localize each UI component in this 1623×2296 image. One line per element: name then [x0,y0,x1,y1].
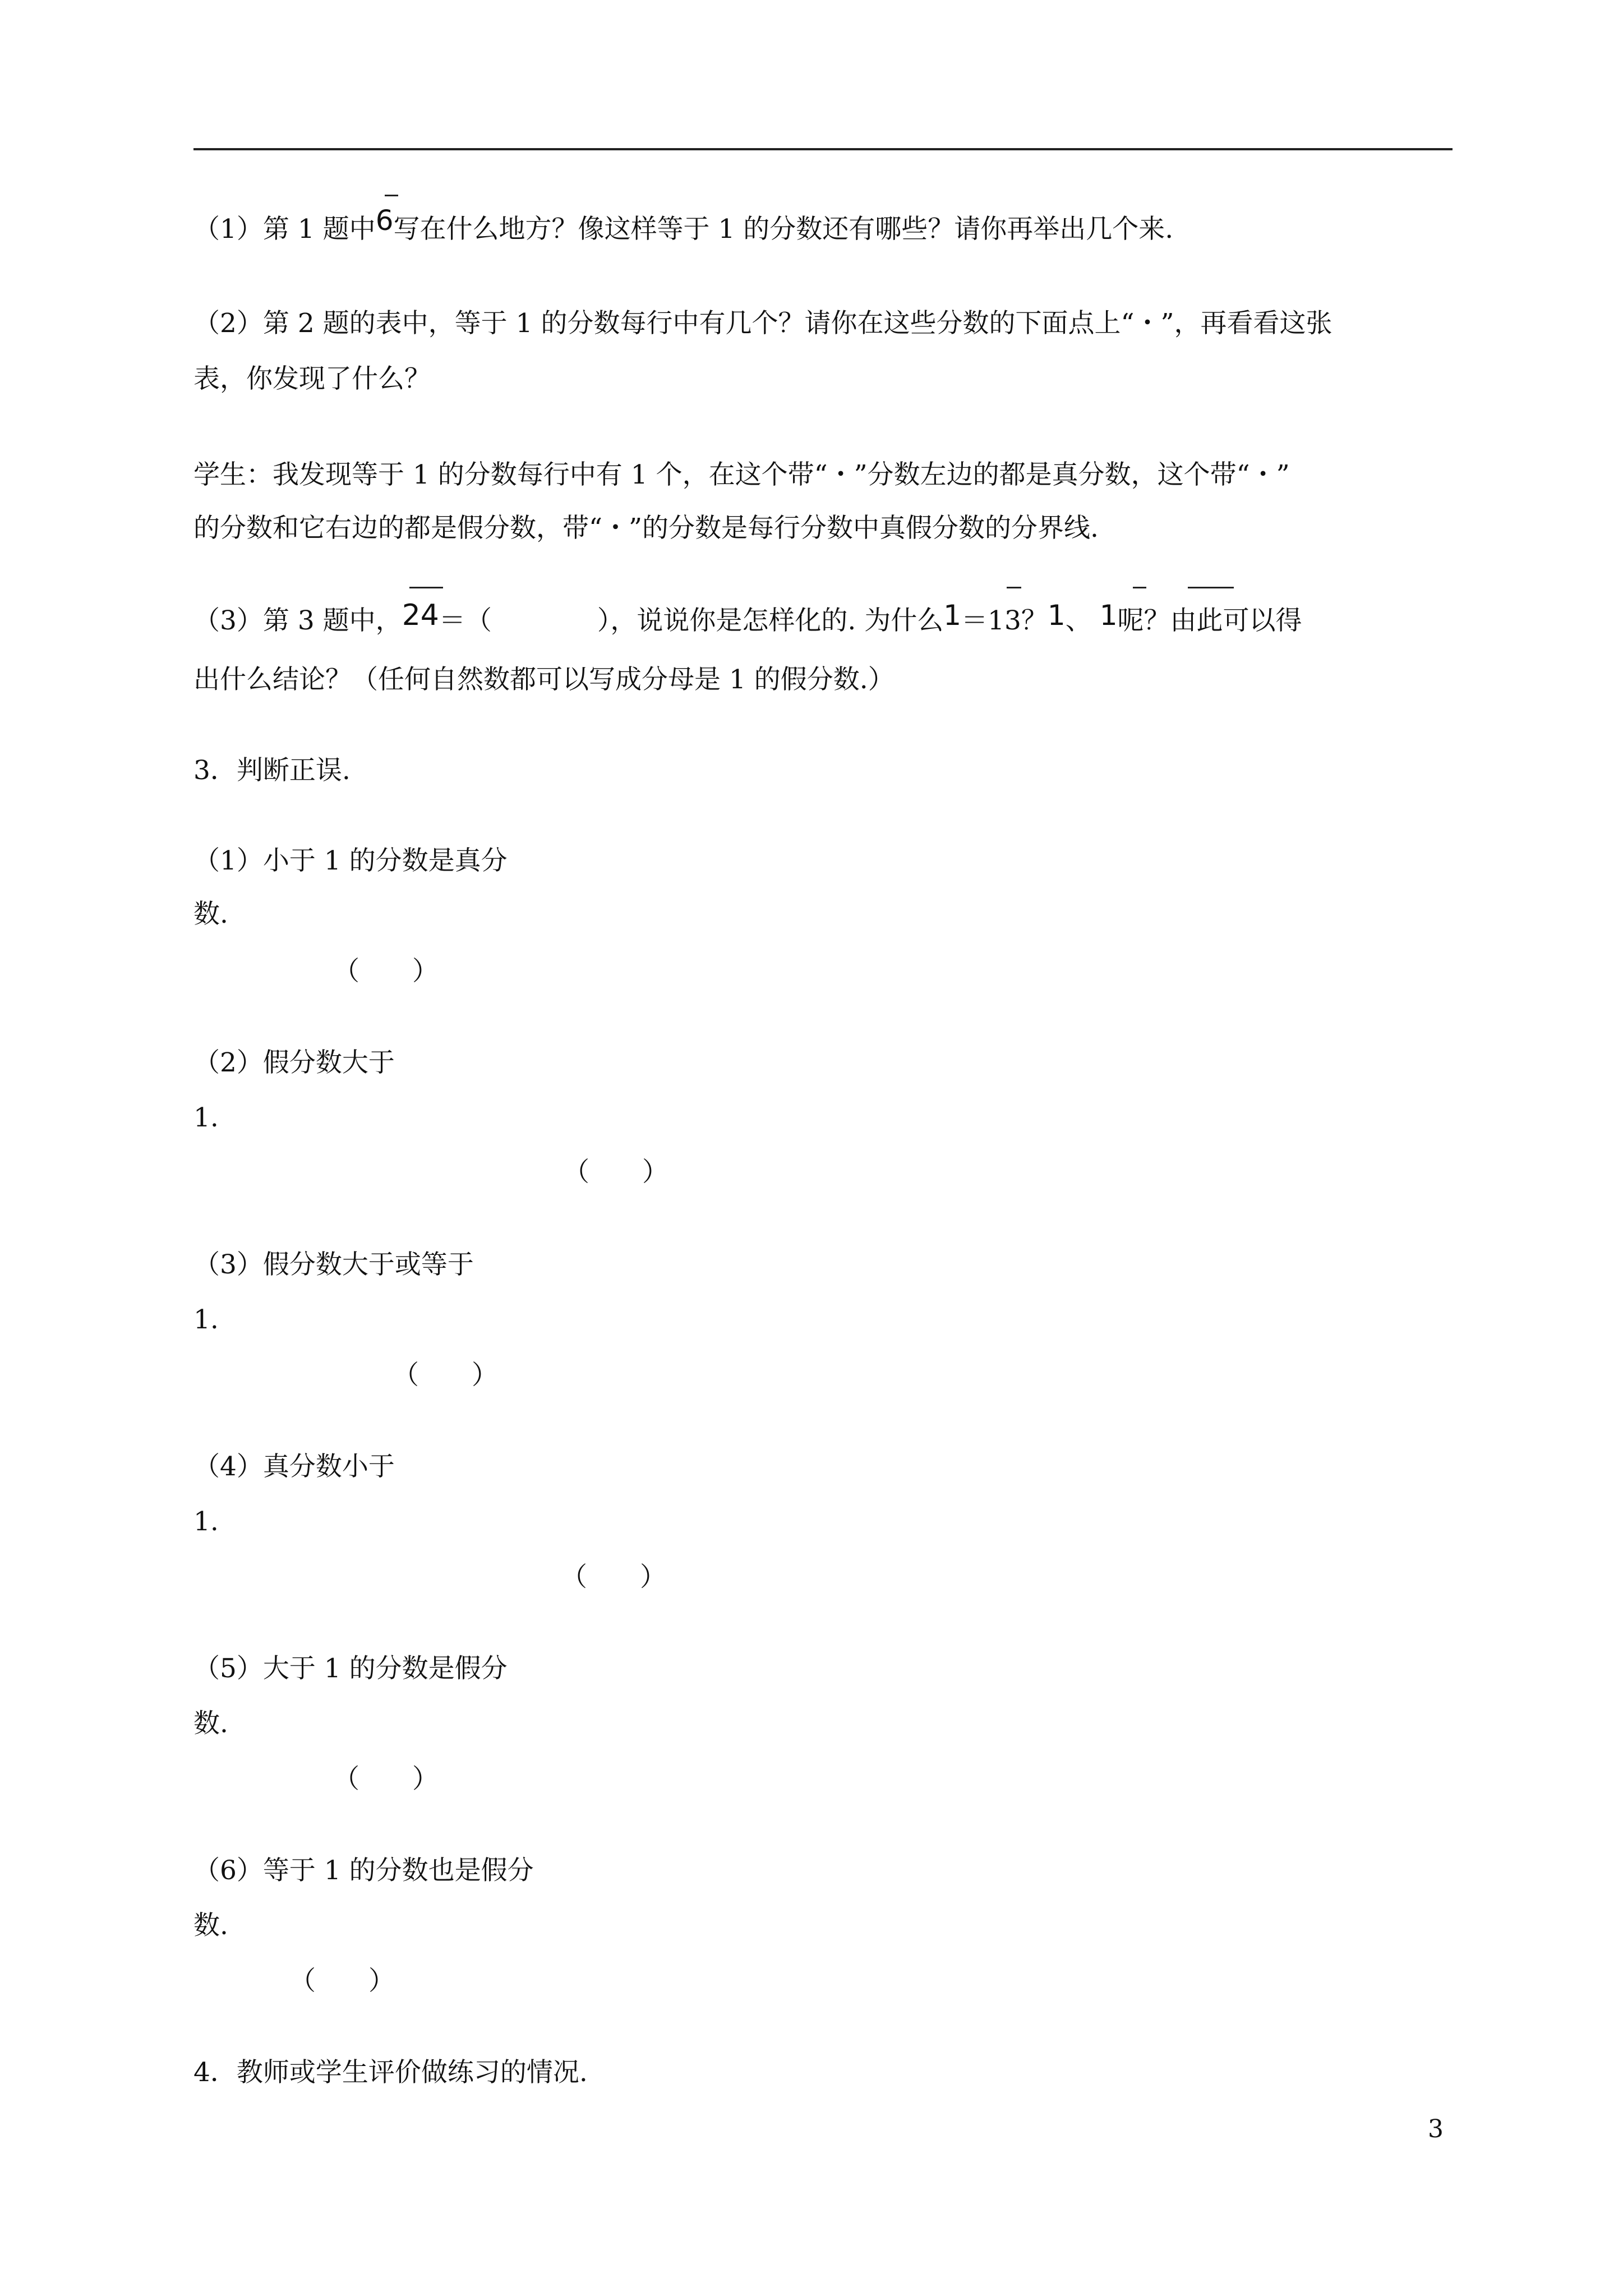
judge-item-5-cont: 数. [193,1708,228,1739]
judge-item-5-answer-blank[interactable]: （ ） [333,1764,439,1795]
fraction-digit-1a: 1 [943,599,962,632]
judge-item-6-answer-blank[interactable]: （ ） [289,1966,395,1996]
judge-item-2-text: （2）假分数大于 [193,1047,395,1078]
judge-item-6-cont: 数. [193,1910,228,1941]
judge-item-1-cont: 数. [193,899,228,930]
fraction-digit-6: 6 [375,204,394,237]
judge-item-2-cont: 1. [193,1102,219,1133]
fraction-digit-1b: 1 [1047,599,1066,632]
fraction-bar-24 [409,587,443,588]
question-2-line-1: （2）第 2 题的表中，等于 1 的分数每行中有几个？请你在这些分数的下面点上“・”，再看看这张 [193,308,1332,339]
judge-item-4-answer-blank[interactable]: （ ） [561,1562,666,1593]
judge-item-1-answer-blank[interactable]: （ ） [333,956,439,987]
question-1-line [193,204,1174,246]
question-1-prefix: （1）第 1 题中 [193,214,376,245]
fraction-bar-6 [385,195,398,196]
section-3-title: 3．判断正误. [193,755,351,786]
fraction-bar-1a [1007,587,1021,588]
page-number: 3 [1428,2115,1444,2143]
question-3-eq13: ＝13？ [961,605,1048,636]
question-3-line-2: 出什么结论？（任何自然数都可以写成分母是 1 的假分数.） [193,664,895,695]
judge-item-4-text: （4）真分数小于 [193,1451,395,1482]
fraction-digit-1c: 1 [1099,599,1118,632]
fraction-bar-1c [1188,587,1234,588]
judge-item-3-cont: 1. [193,1304,219,1335]
judge-item-4-cont: 1. [193,1506,219,1537]
question-3-blank: ＝（ ），说说你是怎样化的. 为什么 [439,605,944,636]
judge-item-1-text: （1）小于 1 的分数是真分 [193,845,508,876]
judge-item-2-answer-blank[interactable]: （ ） [563,1157,668,1188]
question-3-prefix: （3）第 3 题中， [193,605,402,636]
header-rule [193,148,1453,150]
section-4-title: 4．教师或学生评价做练习的情况. [193,2057,588,2088]
judge-item-6-text: （6）等于 1 的分数也是假分 [193,1855,534,1886]
question-2-line-2: 表，你发现了什么？ [193,364,431,394]
question-3-line-1 [193,599,1302,638]
student-answer-line-1: 学生：我发现等于 1 的分数每行中有 1 个，在这个带“・”分数左边的都是真分数，这个带“・” [193,459,1290,490]
question-3-tail: 呢？由此可以得 [1117,605,1302,636]
judge-item-5-text: （5）大于 1 的分数是假分 [193,1653,508,1684]
judge-item-3-answer-blank[interactable]: （ ） [393,1360,498,1391]
question-3-sep: 、 [1065,605,1092,636]
fraction-bar-1b [1133,587,1146,588]
judge-item-3-text: （3）假分数大于或等于 [193,1249,474,1280]
fraction-number-24: 24 [402,599,439,632]
question-1-text: 写在什么地方？像这样等于 1 的分数还有哪些？请你再举出几个来. [393,214,1174,245]
student-answer-line-2: 的分数和它右边的都是假分数，带“・”的分数是每行分数中真假分数的分界线. [193,513,1099,544]
